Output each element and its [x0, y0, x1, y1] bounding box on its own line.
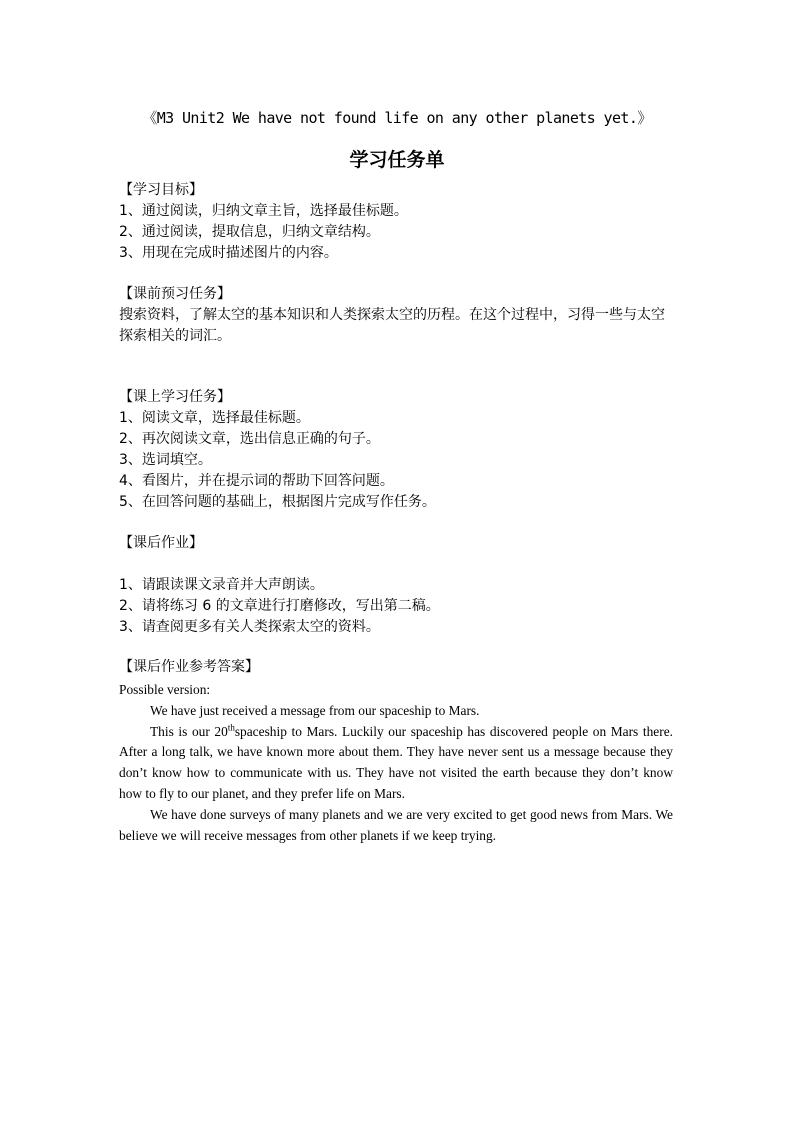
essay-paragraph-2-rest: spaceship to Mars. Luckily our spaceship has discovered people on Mars there. After a long talk, we have known more about them. They have never sent us a message because they don’t know how to communicate with us. They have not visited the earth because they don’t know how to fly to our planet, and they prefer life on Mars. [119, 723, 673, 801]
homework-item: 2、请将练习 6 的文章进行打磨修改，写出第二稿。 [119, 598, 440, 614]
preview-heading: 【课前预习任务】 [119, 286, 231, 302]
goals-section [119, 180, 675, 264]
goals-item: 3、用现在完成时描述图片的内容。 [119, 245, 338, 261]
preview-text: 搜索资料，了解太空的基本知识和人类探索太空的历程。在这个过程中，习得一些与太空探索相关的词汇。 [119, 307, 665, 344]
goals-item: 1、通过阅读，归纳文章主旨，选择最佳标题。 [119, 203, 408, 219]
in-class-item: 1、阅读文章，选择最佳标题。 [119, 410, 310, 426]
answers-heading: 【课后作业参考答案】 [119, 659, 259, 675]
sample-essay [119, 680, 673, 846]
homework-item: 1、请跟读课文录音并大声朗读。 [119, 577, 324, 593]
in-class-item: 2、再次阅读文章，选出信息正确的句子。 [119, 431, 380, 447]
homework-list [119, 575, 675, 638]
homework-heading: 【课后作业】 [119, 535, 203, 551]
essay-paragraph-3: We have done surveys of many planets and we are very excited to get good news from Mars. We believe we will receive messages from other planets if we keep trying. [119, 806, 673, 843]
in-class-item: 5、在回答问题的基础上，根据图片完成写作任务。 [119, 494, 436, 510]
goals-item: 2、通过阅读，提取信息，归纳文章结构。 [119, 224, 380, 240]
preview-section [119, 284, 675, 347]
essay-paragraph-2-start: This is our 20 [150, 723, 228, 739]
in-class-heading: 【课上学习任务】 [119, 389, 231, 405]
answers-section [119, 657, 675, 678]
essay-label: Possible version: [119, 682, 211, 697]
ordinal-suffix: th [227, 722, 235, 733]
document-title: 《M3 Unit2 We have not found life on any other planets yet.》 [142, 109, 652, 127]
in-class-item: 4、看图片，并在提示词的帮助下回答问题。 [119, 473, 394, 489]
homework-section [119, 533, 675, 554]
in-class-section [119, 387, 675, 513]
document-subtitle: 学习任务单 [349, 149, 445, 171]
essay-paragraph-2 [119, 722, 673, 805]
in-class-item: 3、选词填空。 [119, 452, 212, 468]
essay-paragraph-1: We have just received a message from our spaceship to Mars. [150, 702, 480, 718]
homework-item: 3、请查阅更多有关人类探索太空的资料。 [119, 619, 380, 635]
goals-heading: 【学习目标】 [119, 182, 203, 198]
